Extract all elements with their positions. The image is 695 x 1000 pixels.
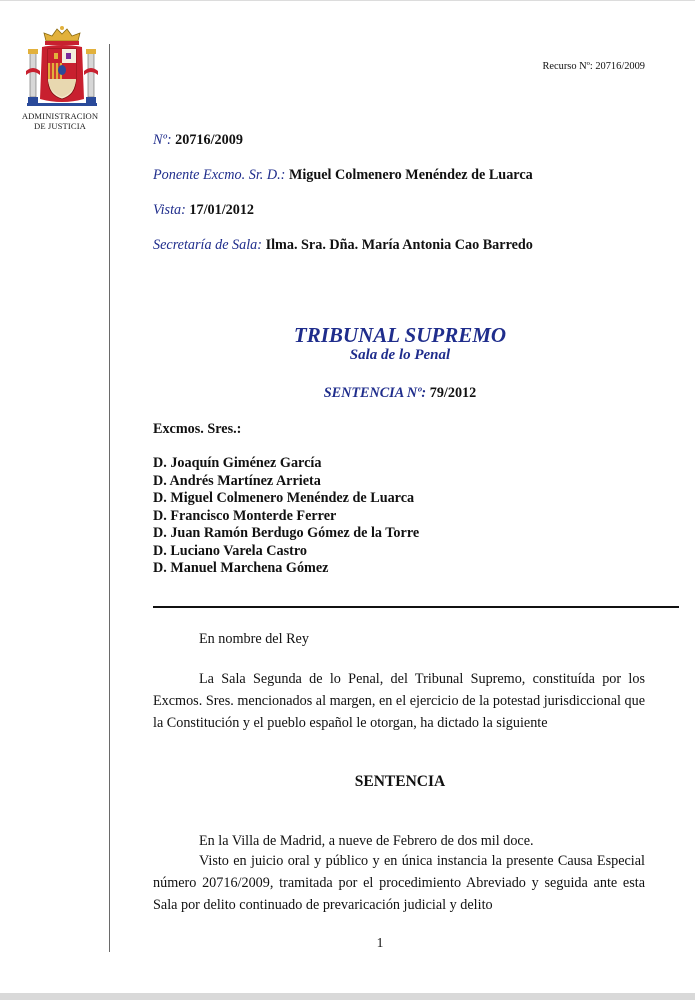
magistrate-name: D. Manuel Marchena Gómez: [153, 560, 329, 576]
magistrates-list: [153, 455, 419, 578]
en-nombre-del-rey: En nombre del Rey: [199, 631, 309, 647]
magistrates-heading: Excmos. Sres.:: [153, 421, 242, 437]
visto-text: Visto en juicio oral y público y en única instancia la presente Causa Especial número 20716/2009, tramitada por el procedimiento Abreviado y seguida ante esta Sala por delito continuado de prevaricación judicial y delito: [153, 853, 645, 913]
case-number-label: Nº:: [153, 132, 172, 148]
institution-name: ADMINISTRACION: [21, 111, 99, 121]
coat-of-arms-icon: [22, 25, 102, 109]
magistrate-name: D. Joaquín Giménez García: [153, 455, 322, 471]
case-number-value: 20716/2009: [175, 132, 243, 148]
secretaria-value: Ilma. Sra. Dña. María Antonia Cao Barredo: [265, 237, 533, 253]
intro-text: La Sala Segunda de lo Penal, del Tribunal Supremo, constituída por los Excmos. Sres. mencionados al margen, en el ejercicio de la potestad jurisdiccional que la Constitución y el pueblo español le otorgan, ha dictado la siguiente: [153, 671, 645, 731]
sentencia-heading: SENTENCIA: [354, 773, 446, 790]
magistrate-name: D. Luciano Varela Castro: [153, 542, 307, 559]
vista-value: 17/01/2012: [189, 202, 255, 218]
section-divider: [153, 606, 679, 608]
page-number: 1: [376, 935, 384, 950]
recurso-number: Recurso Nº: 20716/2009: [542, 61, 645, 72]
secretaria-row: [153, 237, 533, 254]
intro-paragraph: [153, 668, 645, 734]
magistrate-name: D. Andrés Martínez Arrieta: [153, 472, 321, 489]
judgment-number: [200, 385, 600, 402]
magistrate-name: D. Francisco Monterde Ferrer: [153, 507, 337, 524]
secretaria-label: Secretaría de Sala:: [153, 237, 263, 253]
page-gap: [0, 993, 695, 1000]
place-date: En la Villa de Madrid, a nueve de Febrero de dos mil doce.: [199, 833, 534, 849]
vista-label: Vista:: [153, 202, 186, 218]
case-number-row: [153, 132, 243, 149]
judgment-number-value: 79/2012: [429, 385, 477, 401]
visto-paragraph: [153, 850, 645, 916]
ponente-label: Ponente Excmo. Sr. D.:: [153, 167, 286, 183]
ponente-value: Miguel Colmenero Menéndez de Luarca: [288, 167, 533, 183]
margin-line: [109, 44, 110, 952]
court-chamber: Sala de lo Penal: [349, 347, 451, 363]
judgment-number-label: SENTENCIA Nº:: [323, 385, 427, 401]
court-name: TRIBUNAL SUPREMO: [293, 323, 507, 347]
magistrate-name: D. Juan Ramón Berdugo Gómez de la Torre: [153, 525, 420, 541]
magistrate-name: D. Miguel Colmenero Menéndez de Luarca: [153, 490, 415, 506]
ponente-row: [153, 167, 533, 184]
vista-row: [153, 202, 254, 219]
institution-name-line2: DE JUSTICIA: [34, 121, 86, 131]
